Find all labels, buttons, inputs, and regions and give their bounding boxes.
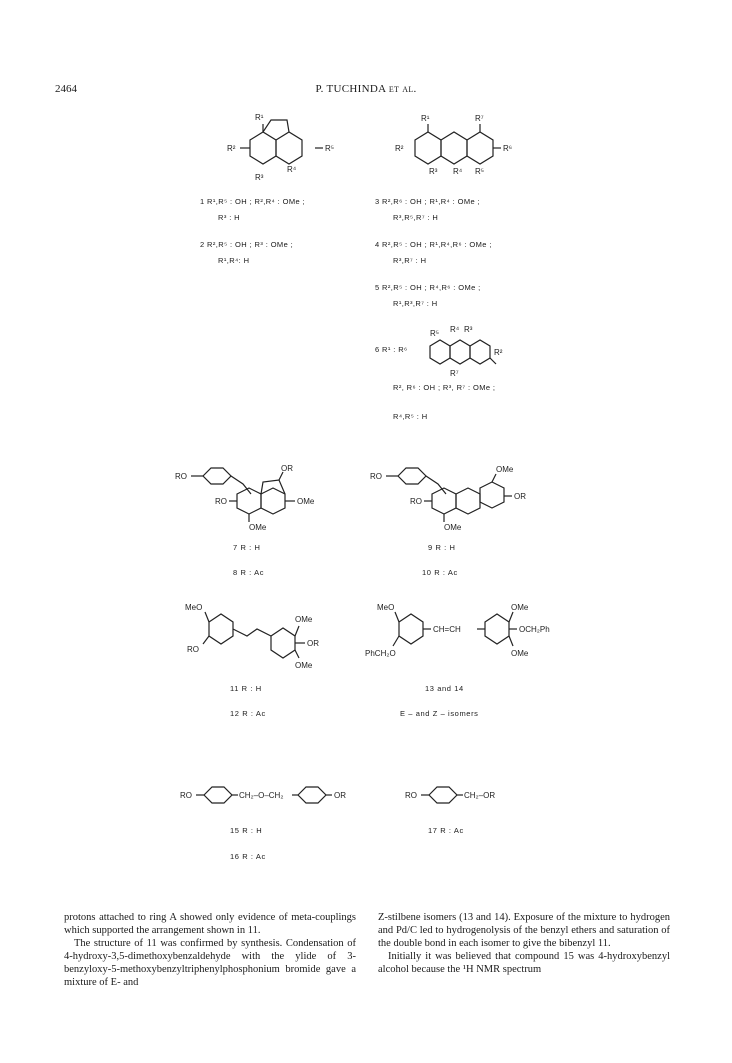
svg-text:OMe: OMe: [511, 649, 529, 658]
svg-text:OMe: OMe: [444, 523, 462, 532]
compound-8-label: 8 R : Ac: [233, 568, 265, 577]
right-column: [378, 911, 670, 976]
svg-text:OMe: OMe: [511, 603, 529, 612]
compound-13-label: 13 and 14: [425, 684, 464, 693]
right-paragraph-2: Initially it was believed that compound 15 was 4-hydroxybenzyl alcohol because the ¹H NMR spectrum: [378, 951, 670, 975]
left-column: [64, 911, 356, 989]
svg-text:MeO: MeO: [185, 603, 203, 612]
compound-2-line-2: R¹,R⁴: H: [218, 256, 250, 265]
svg-text:CH₂–O–CH₂: CH₂–O–CH₂: [239, 791, 284, 800]
svg-text:R⁵: R⁵: [430, 329, 440, 338]
compound-4-line-2: R³,R⁷ : H: [393, 256, 427, 265]
svg-text:R⁴: R⁴: [287, 165, 297, 174]
left-paragraph-2: The structure of 11 was confirmed by synthesis. Condensation of 4-hydroxy-3,5-dimethoxybenzaldehyde with the ylide of 3-benzyloxy-5-methoxybenzyltriphenylphosphonium bromide gave a mixture of E- and: [64, 938, 356, 988]
compound-4-line-1: 4 R²,R⁵ : OH ; R¹,R⁴,R⁶ : OMe ;: [375, 240, 492, 249]
svg-text:R³: R³: [464, 325, 473, 334]
svg-text:RO: RO: [370, 472, 382, 481]
compound-2-line-1: 2 R²,R⁵ : OH ; R³ : OMe ;: [200, 240, 294, 249]
svg-text:OCH₂Ph: OCH₂Ph: [519, 625, 550, 634]
right-paragraph-1: Z-stilbene isomers (13 and 14). Exposure of the mixture to hydrogen and Pd/C led to hydrogenolysis of the benzyl ethers and saturation of the double bond in each isomer to give the bibenzyl 11.: [378, 912, 670, 949]
svg-text:RO: RO: [175, 472, 187, 481]
page-number: 2464: [55, 83, 77, 95]
phenanthrene-structure: [395, 112, 525, 192]
compound-6-line-2: R², R⁶ : OH ; R³, R⁷ : OMe ;: [393, 383, 496, 392]
svg-text:R⁵: R⁵: [475, 167, 485, 176]
svg-text:R¹: R¹: [255, 113, 264, 122]
compound-3-line-2: R³,R⁵,R⁷ : H: [393, 213, 439, 222]
svg-text:RO: RO: [187, 645, 199, 654]
compound-15-label: 15 R : H: [230, 826, 263, 835]
compound-5-line-2: R¹,R³,R⁷ : H: [393, 299, 438, 308]
compound-13-structure: [365, 598, 585, 678]
compound-6-line-3: R⁴,R⁵ : H: [393, 412, 428, 421]
svg-text:R⁷: R⁷: [450, 369, 459, 378]
compound-11-label: 11 R : H: [230, 684, 262, 693]
svg-text:R²: R²: [494, 348, 503, 357]
svg-text:R²: R²: [395, 144, 404, 153]
compound-5-line-1: 5 R²,R⁵ : OH ; R⁴,R⁶ : OMe ;: [375, 283, 481, 292]
svg-text:OMe: OMe: [295, 615, 313, 624]
svg-text:OMe: OMe: [496, 465, 514, 474]
compound-3-line-1: 3 R²,R⁶ : OH ; R¹,R⁴ : OMe ;: [375, 197, 481, 206]
running-head: P. TUCHINDA et al.: [315, 83, 417, 95]
svg-text:OR: OR: [307, 639, 319, 648]
svg-text:R⁴: R⁴: [450, 325, 460, 334]
svg-text:CH₂–OR: CH₂–OR: [464, 791, 496, 800]
svg-text:CH=CH: CH=CH: [433, 625, 461, 634]
svg-text:PhCH₂O: PhCH₂O: [365, 649, 396, 658]
svg-text:RO: RO: [215, 497, 227, 506]
svg-text:OMe: OMe: [297, 497, 315, 506]
compound-16-label: 16 R : Ac: [230, 852, 266, 861]
svg-text:RO: RO: [180, 791, 192, 800]
svg-text:R⁵: R⁵: [325, 144, 335, 153]
svg-text:R⁷: R⁷: [475, 114, 484, 123]
compound-12-label: 12 R : Ac: [230, 709, 266, 718]
compound-17-label: 17 R : Ac: [428, 826, 464, 835]
dihydrophenanthrene-structure: [215, 112, 345, 192]
svg-text:OMe: OMe: [295, 661, 313, 670]
compound-10-label: 10 R : Ac: [422, 568, 458, 577]
svg-text:R³: R³: [255, 173, 264, 182]
svg-text:R⁴: R⁴: [453, 167, 463, 176]
compound-1-line-1: 1 R¹,R⁵ : OH ; R²,R⁴ : OMe ;: [200, 197, 306, 206]
compound-6-structure: [420, 318, 530, 380]
svg-text:RO: RO: [405, 791, 417, 800]
svg-text:R¹: R¹: [421, 114, 430, 123]
compound-15-structure: [180, 775, 370, 815]
svg-text:RO: RO: [410, 497, 422, 506]
compound-9-structure: [370, 458, 545, 538]
svg-text:R³: R³: [429, 167, 438, 176]
compound-11-structure: [185, 598, 360, 678]
svg-text:OR: OR: [514, 492, 526, 501]
left-paragraph-1: protons attached to ring A showed only evidence of meta-couplings which supported the arrangement shown in 11.: [64, 912, 356, 936]
svg-text:R⁶: R⁶: [503, 144, 513, 153]
svg-text:R²: R²: [227, 144, 236, 153]
compound-7-label: 7 R : H: [233, 543, 261, 552]
compound-13-isomers: E – and Z – isomers: [400, 709, 479, 718]
compound-7-structure: [175, 458, 350, 538]
svg-text:OR: OR: [334, 791, 346, 800]
compound-6-line-1: 6 R¹ : R⁶: [375, 345, 408, 354]
svg-text:MeO: MeO: [377, 603, 395, 612]
svg-text:OMe: OMe: [249, 523, 267, 532]
compound-17-structure: [405, 775, 535, 815]
compound-1-line-2: R³ : H: [218, 213, 240, 222]
svg-text:OR: OR: [281, 464, 293, 473]
compound-9-label: 9 R : H: [428, 543, 456, 552]
